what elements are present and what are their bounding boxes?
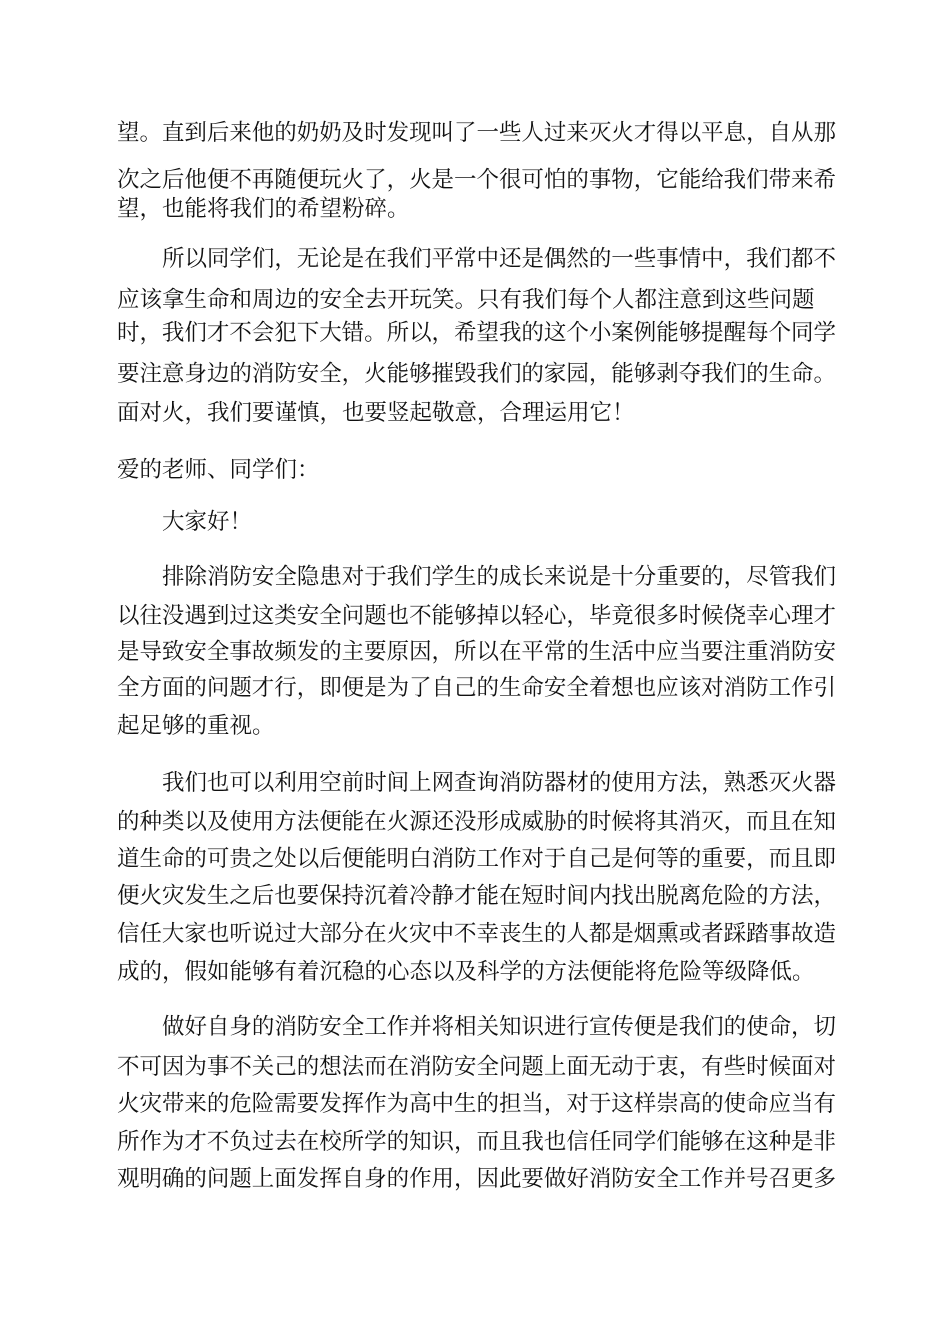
text-line: 以往没遇到过这类安全问题也不能够掉以轻心，毕竟很多时候侥幸心理才	[117, 603, 836, 629]
text-line: 起足够的重视。	[117, 713, 275, 739]
text-line: 时，我们才不会犯下大错。所以，希望我的这个小案例能够提醒每个同学	[117, 320, 836, 346]
text-line: 次之后他便不再随便玩火了，火是一个很可怕的事物，它能给我们带来希	[117, 167, 836, 193]
text-line: 道生命的可贵之处以后便能明白消防工作对于自己是何等的重要，而且即	[117, 846, 836, 872]
text-line: 望，也能将我们的希望粉碎。	[117, 196, 410, 222]
text-line: 的种类以及使用方法便能在火源还没形成威胁的时候将其消灭，而且在知	[117, 809, 836, 835]
text-line: 是导致安全事故频发的主要原因，所以在平常的生活中应当要注重消防安	[117, 639, 836, 665]
text-line: 信任大家也听说过大部分在火灾中不幸丧生的人都是烟熏或者踩踏事故造	[117, 921, 836, 947]
text-line: 便火灾发生之后也要保持沉着冷静才能在短时间内找出脱离危险的方法，	[117, 883, 836, 909]
text-line: 成的，假如能够有着沉稳的心态以及科学的方法便能将危险等级降低。	[117, 959, 815, 985]
text-line: 面对火，我们要谨慎，也要竖起敬意，合理运用它！	[117, 400, 635, 426]
text-line: 观明确的问题上面发挥自身的作用，因此要做好消防安全工作并号召更多	[117, 1166, 836, 1192]
text-line: 望。直到后来他的奶奶及时发现叫了一些人过来灭火才得以平息，自从那	[117, 120, 836, 146]
text-line: 要注意身边的消防安全，火能够摧毁我们的家园，能够剥夺我们的生命。	[117, 361, 836, 387]
text-line: 排除消防安全隐患对于我们学生的成长来说是十分重要的，尽管我们	[162, 564, 836, 590]
text-line: 应该拿生命和周边的安全去开玩笑。只有我们每个人都注意到这些问题	[117, 287, 815, 313]
text-line: 火灾带来的危险需要发挥作为高中生的担当，对于这样崇高的使命应当有	[117, 1091, 836, 1117]
text-line: 做好自身的消防安全工作并将相关知识进行宣传便是我们的使命，切	[162, 1014, 836, 1040]
text-line: 我们也可以利用空前时间上网查询消防器材的使用方法，熟悉灭火器	[162, 770, 836, 796]
salutation: 爱的老师、同学们：	[117, 457, 320, 483]
text-line: 所作为才不负过去在校所学的知识，而且我也信任同学们能够在这种是非	[117, 1129, 836, 1155]
text-line: 不可因为事不关己的想法而在消防安全问题上面无动于衷，有些时候面对	[117, 1054, 836, 1080]
text-line: 所以同学们，无论是在我们平常中还是偶然的一些事情中，我们都不	[162, 246, 836, 272]
text-line: 全方面的问题才行，即便是为了自己的生命安全着想也应该对消防工作引	[117, 675, 836, 701]
greeting: 大家好！	[162, 509, 253, 535]
